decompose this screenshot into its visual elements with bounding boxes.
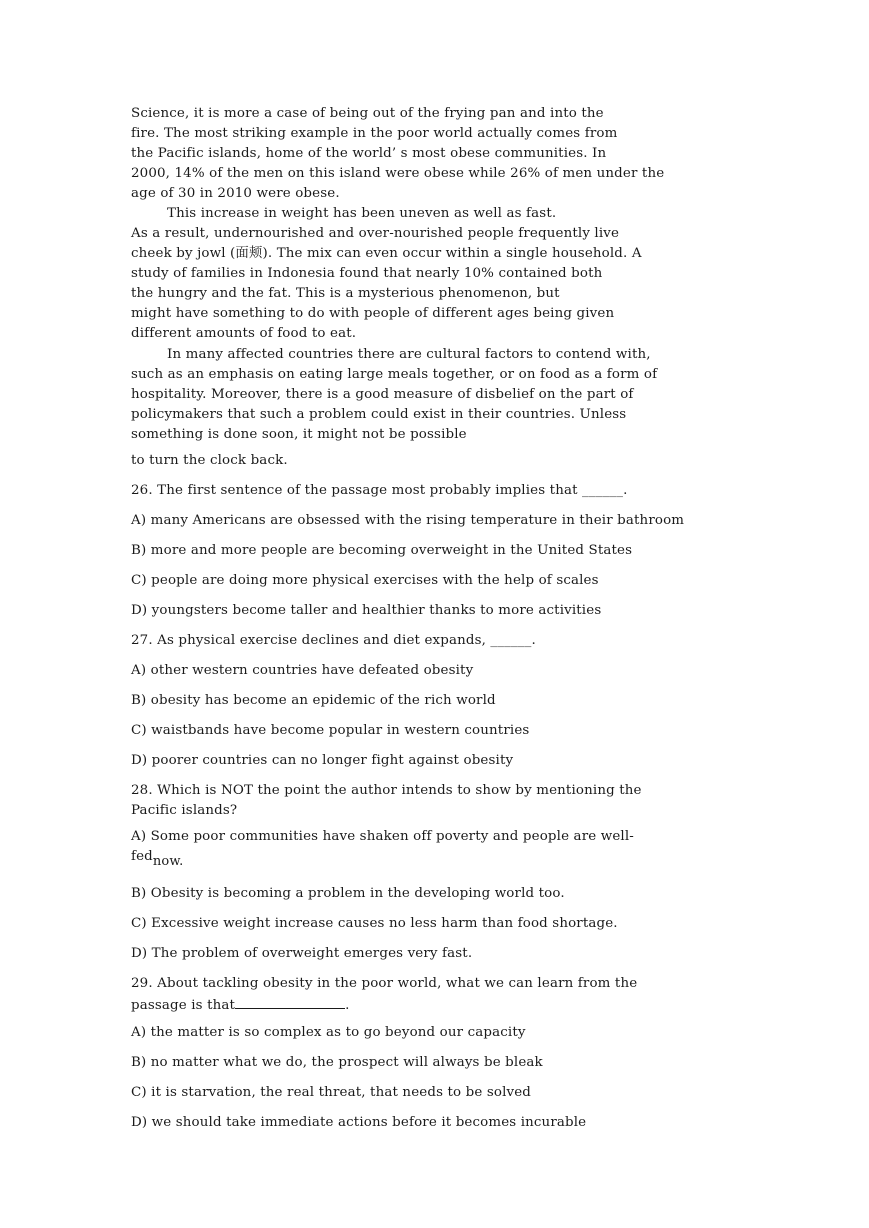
text-line: 28. Which is NOT the point the author intends to show by mentioning the [131, 783, 642, 798]
option-d: D) poorer countries can no longer fight against obesity [131, 753, 514, 768]
text-line: the hungry and the fat. This is a mysterious phenomenon, but [131, 286, 560, 301]
option-a [131, 827, 735, 872]
question-stem [131, 781, 735, 821]
question-stem: 26. The first sentence of the passage most probably implies that ______. [131, 483, 628, 498]
text-line: Pacific islands? [131, 803, 238, 818]
option-b: B) Obesity is becoming a problem in the developing world too. [131, 886, 565, 901]
option-c: C) waistbands have become popular in western countries [131, 723, 530, 738]
passage-paragraph-3 [131, 345, 735, 445]
text-line [131, 994, 735, 1016]
question-stem: 27. As physical exercise declines and diet expands, ______. [131, 633, 536, 648]
option-c: C) Excessive weight increase causes no less harm than food shortage. [131, 916, 618, 931]
text-line: 29. About tackling obesity in the poor world, what we can learn from the [131, 976, 638, 991]
passage-paragraph-1 [131, 104, 735, 204]
text-line: cheek by jowl (面颊). The mix can even occur within a single household. A [131, 246, 642, 261]
question-27 [131, 631, 735, 771]
text-line: 2000, 14% of the men on this island were obese while 26% of men under the [131, 166, 665, 181]
option-c: C) people are doing more physical exercises with the help of scales [131, 573, 599, 588]
answer-blank [235, 994, 345, 1009]
option-a: A) other western countries have defeated obesity [131, 663, 474, 678]
text-fragment: passage is that [131, 998, 236, 1013]
option-a: A) many Americans are obsessed with the rising temperature in their bathroom [131, 513, 685, 528]
text-line [131, 847, 735, 872]
text-line: something is done soon, it might not be possible [131, 427, 467, 442]
text-line: age of 30 in 2010 were obese. [131, 186, 340, 201]
document-page [131, 104, 735, 1143]
passage-tail [131, 451, 735, 471]
option-a: A) the matter is so complex as to go beyond our capacity [131, 1025, 526, 1040]
passage-paragraph-2 [131, 204, 735, 344]
option-b: B) obesity has become an epidemic of the rich world [131, 693, 496, 708]
option-b: B) more and more people are becoming overweight in the United States [131, 543, 633, 558]
option-c: C) it is starvation, the real threat, that needs to be solved [131, 1085, 532, 1100]
text-line: fire. The most striking example in the poor world actually comes from [131, 126, 618, 141]
text-line: policymakers that such a problem could exist in their countries. Unless [131, 407, 627, 422]
text-line: In many affected countries there are cultural factors to contend with, [167, 347, 651, 362]
text-line: A) Some poor communities have shaken off poverty and people are well- [131, 829, 634, 844]
option-d: D) we should take immediate actions before it becomes incurable [131, 1115, 587, 1130]
text-line: different amounts of food to eat. [131, 326, 357, 341]
option-d: D) youngsters become taller and healthier thanks to more activities [131, 603, 602, 618]
text-line: This increase in weight has been uneven as well as fast. [167, 206, 557, 221]
text-line: Science, it is more a case of being out of the frying pan and into the [131, 106, 604, 121]
text-line: hospitality. Moreover, there is a good measure of disbelief on the part of [131, 387, 634, 402]
option-b: B) no matter what we do, the prospect will always be bleak [131, 1055, 543, 1070]
text-line: such as an emphasis on eating large meals together, or on food as a form of [131, 367, 658, 382]
text-line: study of families in Indonesia found that nearly 10% contained both [131, 266, 603, 281]
text-line: As a result, undernourished and over-nourished people frequently live [131, 226, 620, 241]
question-29 [131, 974, 735, 1133]
text-fragment: now. [152, 854, 184, 869]
question-26 [131, 481, 735, 621]
text-line: to turn the clock back. [131, 453, 288, 468]
text-fragment: . [345, 998, 350, 1013]
option-d: D) The problem of overweight emerges very fast. [131, 946, 473, 961]
text-fragment: fed [131, 849, 153, 864]
question-28 [131, 781, 735, 964]
question-stem [131, 974, 735, 1016]
text-line: might have something to do with people of different ages being given [131, 306, 615, 321]
text-line: the Pacific islands, home of the world’ s most obese communities. In [131, 146, 607, 161]
